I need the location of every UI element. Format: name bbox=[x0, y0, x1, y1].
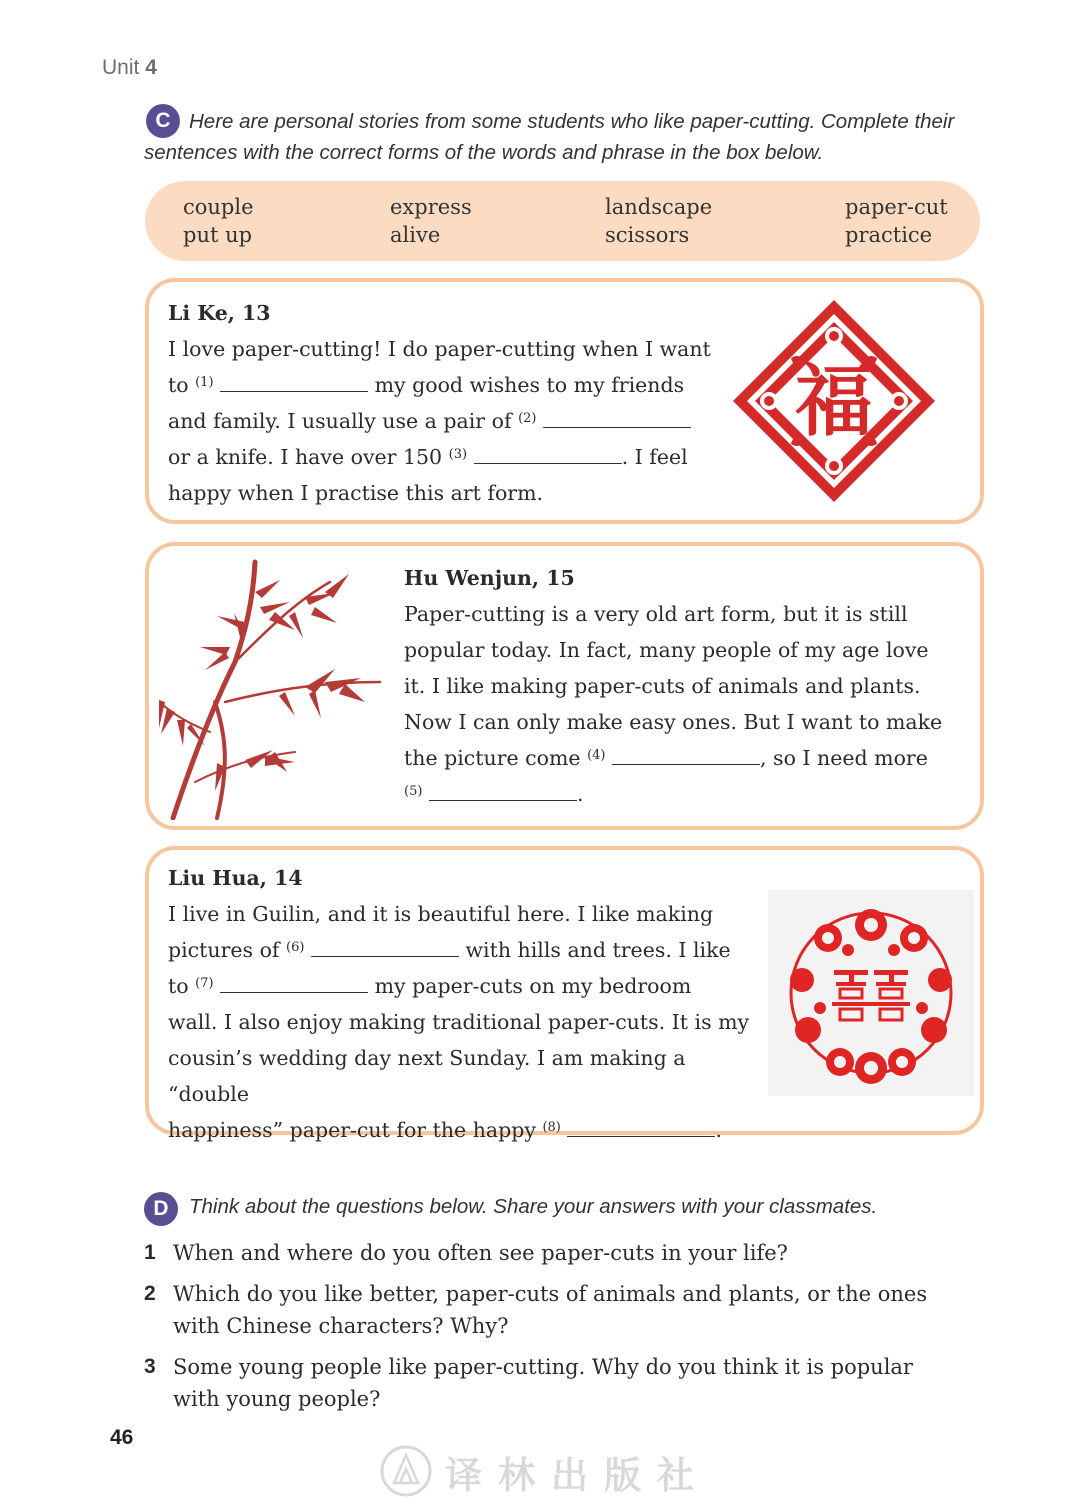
answer-blank-2[interactable] bbox=[543, 409, 691, 428]
story-line: and family. I usually use a pair of $^{(2)}$ bbox=[168, 403, 728, 439]
publisher-watermark: 译林出版社 bbox=[445, 1453, 710, 1497]
story-name: Li Ke, 13 bbox=[168, 301, 271, 325]
story-line: I love paper-cutting! I do paper-cutting when I want bbox=[168, 337, 711, 361]
blank-number: (4) bbox=[587, 748, 606, 763]
story-card-li-ke bbox=[145, 278, 984, 524]
story-name: Hu Wenjun, 15 bbox=[404, 566, 575, 590]
question-number: 1 bbox=[144, 1241, 156, 1264]
answer-blank-3[interactable] bbox=[474, 445, 622, 464]
blank-number: (3) bbox=[448, 447, 468, 462]
story-line: Paper-cutting is a very old art form, but it is still bbox=[404, 602, 908, 626]
story-card-hu-wenjun bbox=[145, 542, 984, 830]
word-item: practice bbox=[845, 223, 933, 247]
story-line: popular today. In fact, many people of my age love bbox=[404, 638, 929, 662]
story-line: cousin’s wedding day next Sunday. I am making a “double bbox=[168, 1046, 686, 1106]
story-text bbox=[404, 560, 969, 812]
story-line: happy when I practise this art form. bbox=[168, 481, 544, 505]
blank-number: (1) bbox=[195, 375, 214, 390]
word-item: paper-cut bbox=[845, 195, 948, 219]
answer-blank-6[interactable] bbox=[311, 938, 459, 957]
blank-number: (7) bbox=[195, 976, 214, 991]
question-number: 2 bbox=[144, 1282, 156, 1305]
question-item bbox=[144, 1278, 963, 1342]
fu-papercut-image bbox=[729, 296, 939, 506]
word-item: put up bbox=[183, 223, 253, 247]
answer-blank-1[interactable] bbox=[220, 373, 368, 392]
page-number: 46 bbox=[110, 1426, 134, 1449]
section-d-instruction: Think about the questions below. Share your answers with your classmates. bbox=[189, 1195, 878, 1218]
question-text: When and where do you often see paper-cuts in your life? bbox=[173, 1241, 788, 1265]
story-line: I live in Guilin, and it is beautiful here. I like making bbox=[168, 902, 714, 926]
word-item: couple bbox=[183, 195, 254, 219]
answer-blank-5[interactable] bbox=[429, 782, 577, 801]
question-item bbox=[144, 1237, 974, 1269]
bamboo-papercut-image bbox=[155, 552, 385, 820]
blank-number: (5) bbox=[404, 784, 423, 799]
question-text: Some young people like paper-cutting. Why do you think it is popular with young people? bbox=[173, 1355, 913, 1411]
blank-number: (6) bbox=[286, 940, 305, 955]
unit-number: 4 bbox=[145, 56, 157, 79]
answer-blank-7[interactable] bbox=[220, 974, 368, 993]
answer-blank-4[interactable] bbox=[612, 746, 760, 765]
section-c-badge: C bbox=[146, 104, 180, 138]
story-name: Liu Hua, 14 bbox=[168, 866, 303, 890]
unit-header bbox=[102, 56, 157, 80]
story-line: wall. I also enjoy making traditional paper-cuts. It is my bbox=[168, 1010, 750, 1034]
question-item bbox=[144, 1351, 963, 1415]
story-line: to $^{(1)}$ my good wishes to my friends bbox=[168, 373, 685, 397]
unit-word: Unit bbox=[102, 56, 140, 79]
section-d-badge: D bbox=[144, 1192, 178, 1226]
word-item: express bbox=[390, 195, 472, 219]
story-line: pictures of $^{(6)}$ with hills and trees. I like bbox=[168, 938, 731, 962]
story-card-liu-hua bbox=[145, 846, 984, 1142]
blank-number: (8) bbox=[542, 1120, 561, 1135]
word-item: landscape bbox=[605, 195, 713, 219]
double-happiness-papercut-image bbox=[768, 890, 974, 1096]
question-number: 3 bbox=[144, 1355, 156, 1378]
story-line: to $^{(7)}$ my paper-cuts on my bedroom bbox=[168, 974, 692, 998]
word-column-1 bbox=[183, 193, 254, 249]
section-c-instruction: Here are personal stories from some students who like paper-cutting. Complete their sentences with the correct forms of the words and phrase in the box below. bbox=[144, 110, 955, 164]
word-box bbox=[145, 181, 980, 261]
story-line: happiness” paper-cut for the happy $^{(8)}$ . bbox=[168, 1118, 722, 1142]
question-list bbox=[144, 1237, 974, 1424]
story-line: $^{(5)}$ . bbox=[404, 782, 584, 806]
question-text: Which do you like better, paper-cuts of animals and plants, or the ones with Chinese characters? Why? bbox=[173, 1282, 928, 1338]
word-item: alive bbox=[390, 223, 441, 247]
word-column-3 bbox=[605, 193, 712, 249]
story-line: it. I like making paper-cuts of animals and plants. bbox=[404, 674, 921, 698]
story-text bbox=[168, 860, 768, 1148]
word-column-4 bbox=[845, 193, 948, 249]
blank-number: (2) bbox=[518, 411, 537, 426]
answer-blank-8[interactable] bbox=[567, 1118, 715, 1137]
story-line: the picture come $^{(4)}$ , so I need more bbox=[404, 746, 928, 770]
svg-text:福: 福 bbox=[794, 356, 874, 447]
word-column-2 bbox=[390, 193, 472, 249]
word-item: scissors bbox=[605, 223, 690, 247]
story-line: or a knife. I have over 150 $^{(3)}$ . I feel bbox=[168, 445, 688, 469]
story-line: Now I can only make easy ones. But I want to make bbox=[404, 710, 943, 734]
story-text bbox=[168, 295, 728, 511]
